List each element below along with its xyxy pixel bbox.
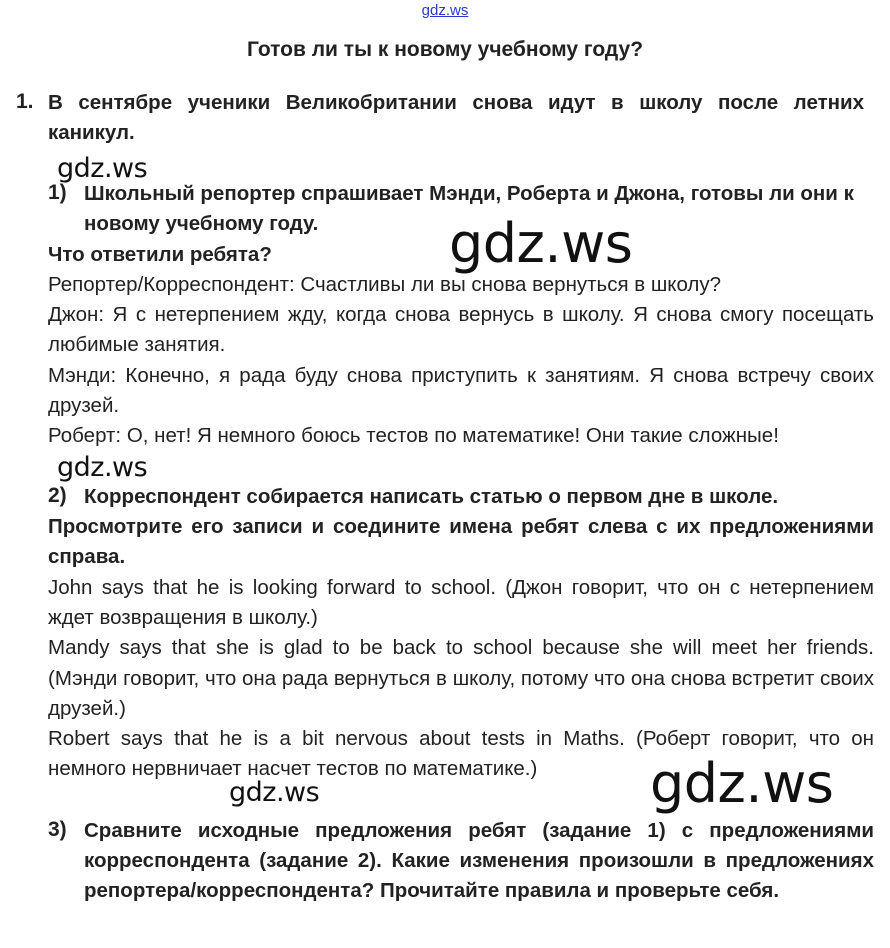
watermark-logo: gdz.ws: [229, 777, 320, 808]
report-line-mandy: Mandy says that she is glad to be back to school because she will meet her friends. (Мэнди говорит, что она рада вернуться в школу, потому что она снова встретит своих друзей.): [48, 636, 874, 720]
watermark-logo: gdz.ws: [650, 752, 834, 815]
subtask-1-question: Что ответили ребята?: [48, 243, 272, 266]
subtask-2-heading: Корреспондент собирается написать статью о первом дне в школе.: [84, 485, 779, 508]
dialogue-line-robert: Роберт: О, нет! Я немного боюсь тестов по математике! Они такие сложные!: [48, 424, 779, 448]
dialogue-line-reporter: Репортер/Корреспондент: Счастливы ли вы снова вернуться в школу?: [48, 273, 722, 296]
dialogue-line-john: Джон: Я с нетерпением жду, когда снова вернусь в школу. Я снова смогу посещать любимые занятия.: [48, 303, 874, 357]
dialogue-line-mandy: Мэнди: Конечно, я рада буду снова приступить к занятиям. Я снова встречу своих друзей.: [48, 363, 874, 417]
subtask-2-number: 2): [48, 484, 67, 507]
subtask-3-number: 3): [48, 818, 67, 841]
page-title: Готов ли ты к новому учебному году?: [246, 38, 644, 61]
watermark-logo: gdz.ws: [57, 153, 148, 184]
subtask-1-heading: Школьный репортер спрашивает Мэнди, Роберта и Джона, готовы ли они к новому учебному году.: [84, 182, 854, 236]
subtask-2-instruction: Просмотрите его записи и соедините имена ребят слева с их предложениями справа.: [48, 515, 874, 569]
task-1-text: В сентябре ученики Великобритании снова идут в школу после летних каникул.: [48, 91, 864, 145]
task-1-number: 1.: [16, 90, 34, 113]
watermark-logo: gdz.ws: [449, 212, 633, 275]
watermark-top-link[interactable]: gdz.ws: [421, 2, 469, 19]
watermark-logo: gdz.ws: [57, 452, 148, 483]
subtask-1-number: 1): [48, 181, 67, 204]
report-line-john: John says that he is looking forward to school. (Джон говорит, что он с нетерпением ждет возвращения в школу.): [48, 576, 874, 630]
report-line-robert: Robert says that he is a bit nervous about tests in Maths. (Роберт говорит, что он немного нервничает насчет тестов по математике.): [48, 727, 874, 781]
dialogue-block: [48, 270, 874, 451]
subtask-3-text: Сравните исходные предложения ребят (задание 1) с предложениями корреспондента (задание 2). Какие изменения произошли в предложениях репортера/корреспондента? Прочитайте правила и проверьте себя.: [84, 819, 874, 903]
